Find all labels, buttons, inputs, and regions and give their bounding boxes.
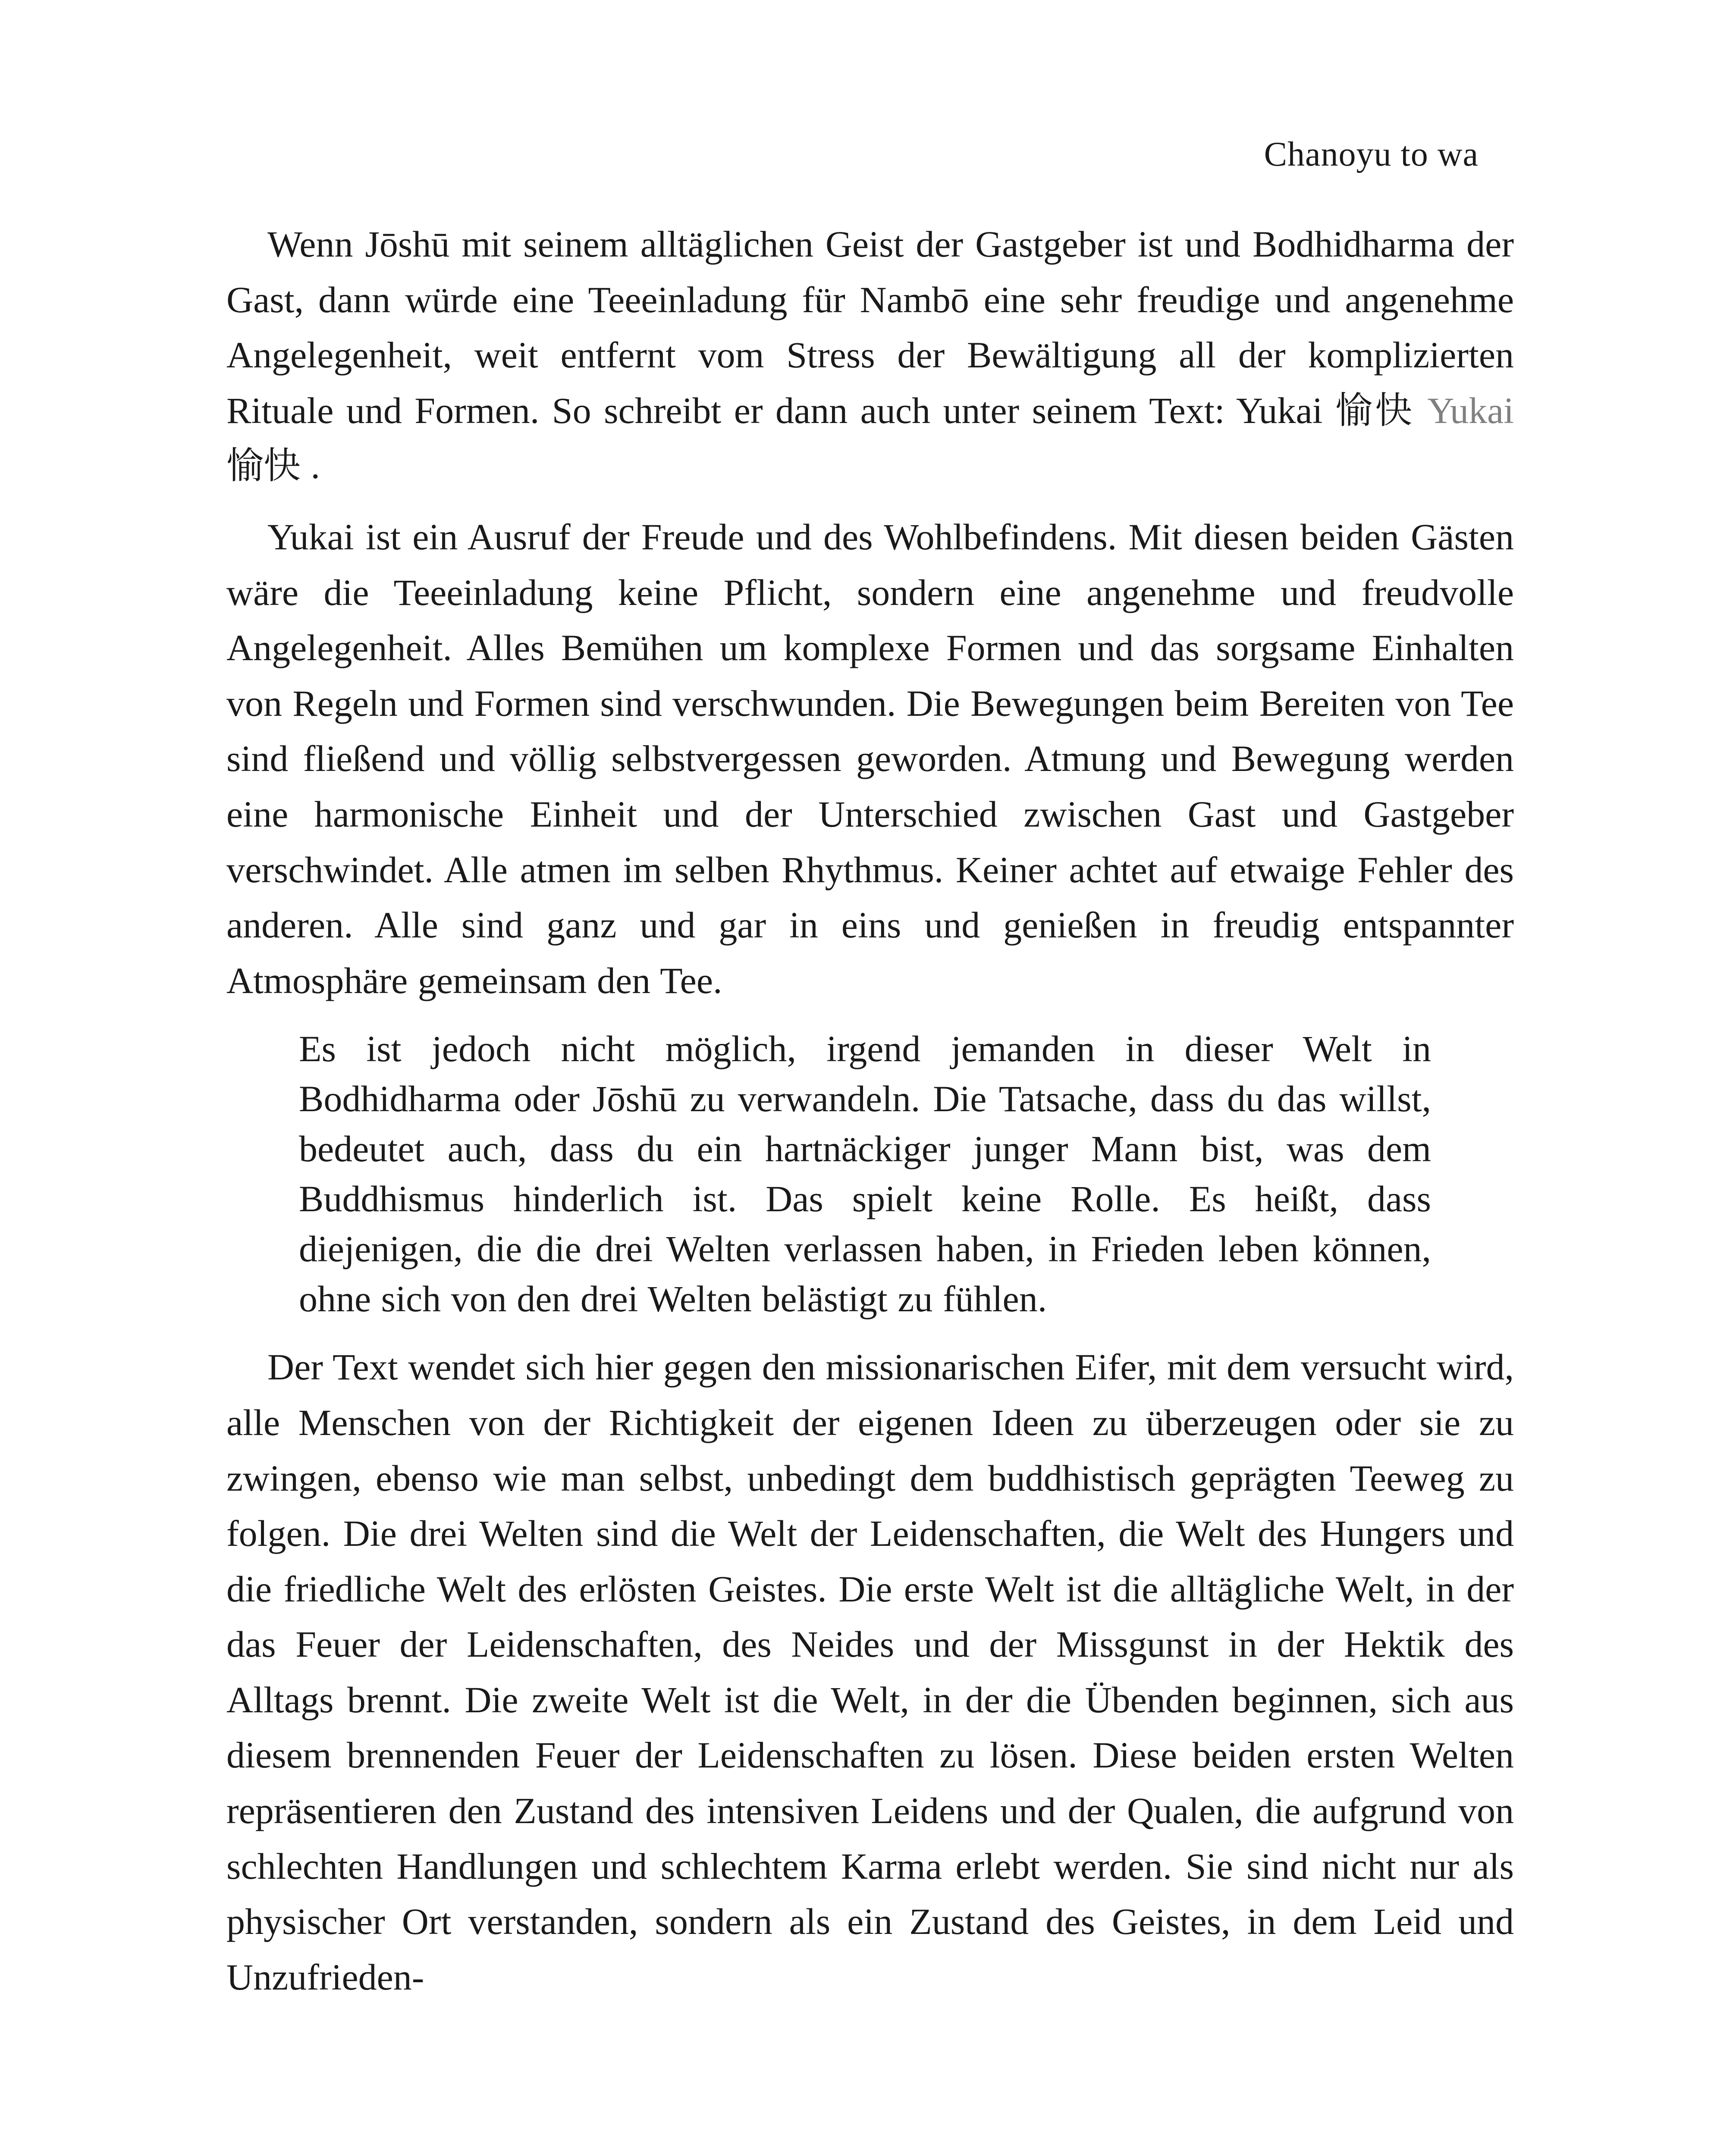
paragraph-3: Der Text wendet sich hier gegen den missionarischen Eifer, mit dem versucht wird, alle Menschen von der Richtigkeit der eigenen Ideen zu überzeugen oder sie zu zwingen, ebenso wie man selbst, unbedingt dem buddhistisch geprägten Teeweg zu folgen. Die drei Welten sind die Welt der Leidenschaften, die Welt des Hungers und die friedliche Welt des erlösten Geistes. Die erste Welt ist die alltägliche Welt, in der das Feuer der Leidenschaften, des Neides und der Missgunst in der Hektik des Alltags brennt. Die zweite Welt ist die Welt, in der die Übenden beginnen, sich aus diesem brennenden Feuer der Leidenschaften zu lösen. Diese beiden ersten Welten repräsentieren den Zustand des intensiven Leidens und der Qualen, die aufgrund von schlechten Handlungen und schlechtem Karma erlebt werden. Sie sind nicht nur als physischer Ort verstanden, sondern als ein Zustand des Geistes, in dem Leid und Unzufrieden- bbox=[226, 1346, 1514, 1998]
paragraph-1-end: 愉快 . bbox=[226, 445, 320, 487]
running-head: Chanoyu to wa bbox=[1264, 135, 1479, 173]
paragraph-1-text: Wenn Jōshū mit seinem alltäglichen Geist der Gastgeber ist und Bodhidharma der Gast, dann würde eine Teeeinladung für Nambō eine sehr freudige und angenehme Angelegenheit, weit entfernt vom Stress der Bewältigung all der komplizierten Rituale und Formen. So schreibt er dann auch unter seinem Text: Yukai 愉快 bbox=[226, 223, 1514, 431]
paragraph-1-gloss: Yukai bbox=[1427, 389, 1514, 431]
block-quote: Es ist jedoch nicht möglich, irgend jemanden in dieser Welt in Bodhidharma oder Jōshū zu verwandeln. Die Tatsache, dass du das willst, bedeutet auch, dass du ein hartnäckiger junger Mann bist, was dem Buddhismus hinderlich ist. Das spielt keine Rolle. Es heißt, dass diejenigen, die die drei Welten verlassen haben, in Frieden leben können, ohne sich von den drei Welten belästigt zu fühlen. bbox=[299, 1028, 1431, 1320]
paragraph-1 bbox=[226, 216, 1514, 494]
page-body bbox=[226, 216, 1514, 2005]
paragraph-2: Yukai ist ein Ausruf der Freude und des Wohlbefindens. Mit diesen beiden Gästen wäre die Teeeinladung keine Pflicht, sondern eine angenehme und freudvolle Angelegenheit. Alles Bemühen um komplexe Formen und das sorgsame Einhalten von Regeln und Formen sind verschwunden. Die Bewegungen beim Bereiten von Tee sind fließend und völlig selbstvergessen geworden. Atmung und Bewegung werden eine harmonische Einheit und der Unterschied zwischen Gast und Gastgeber verschwindet. Alle atmen im selben Rhythmus. Keiner achtet auf etwaige Fehler des anderen. Alle sind ganz und gar in eins und genießen in freudig entspannter Atmosphäre gemeinsam den Tee. bbox=[226, 516, 1514, 1001]
